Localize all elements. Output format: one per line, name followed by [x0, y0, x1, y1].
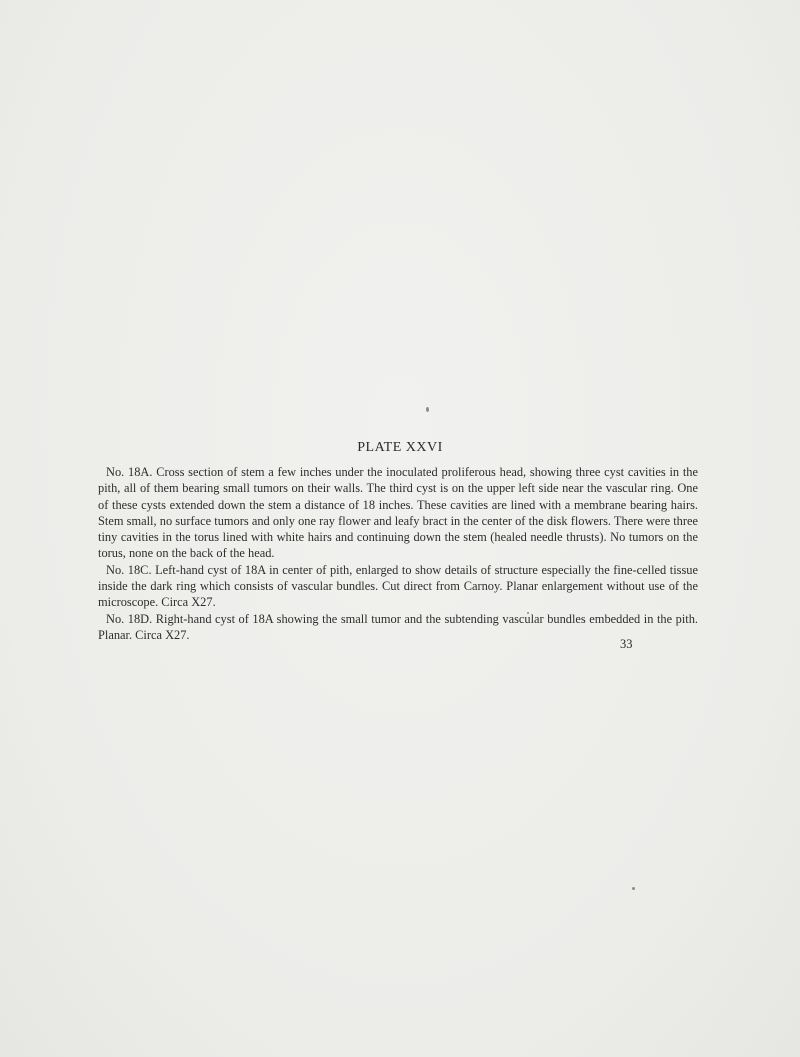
page-number: 33 [620, 637, 633, 651]
paper-speck [632, 887, 635, 890]
paper-speck [426, 407, 429, 412]
caption-18c: No. 18C. Left-hand cyst of 18A in center of pith, enlarged to show details of structure especially the fine-celled tissue inside the dark ring which consists of vascular bundles. Cut direct from Carnoy. Planar enlargement without use of the microscope. Circa X27. [98, 562, 698, 610]
plate-title: PLATE XXVI [357, 440, 443, 455]
caption-18d: No. 18D. Right-hand cyst of 18A showing the small tumor and the subtending vascular bundles embedded in the pith. Planar. Circa X27. [98, 611, 698, 642]
plate-captions [98, 464, 698, 643]
caption-18a: No. 18A. Cross section of stem a few inches under the inoculated proliferous head, showing three cyst cavities in the pith, all of them bearing small tumors on their walls. The third cyst is on the upper left side near the vascular ring. One of these cysts extended down the stem a distance of 18 inches. These cavities are lined with a membrane bearing hairs. Stem small, no surface tumors and only one ray flower and leafy bract in the center of the disk flowers. There were three tiny cavities in the torus lined with white hairs and continuing down the stem (healed needle thrusts). No tumors on the torus, none on the back of the head. [98, 465, 698, 561]
